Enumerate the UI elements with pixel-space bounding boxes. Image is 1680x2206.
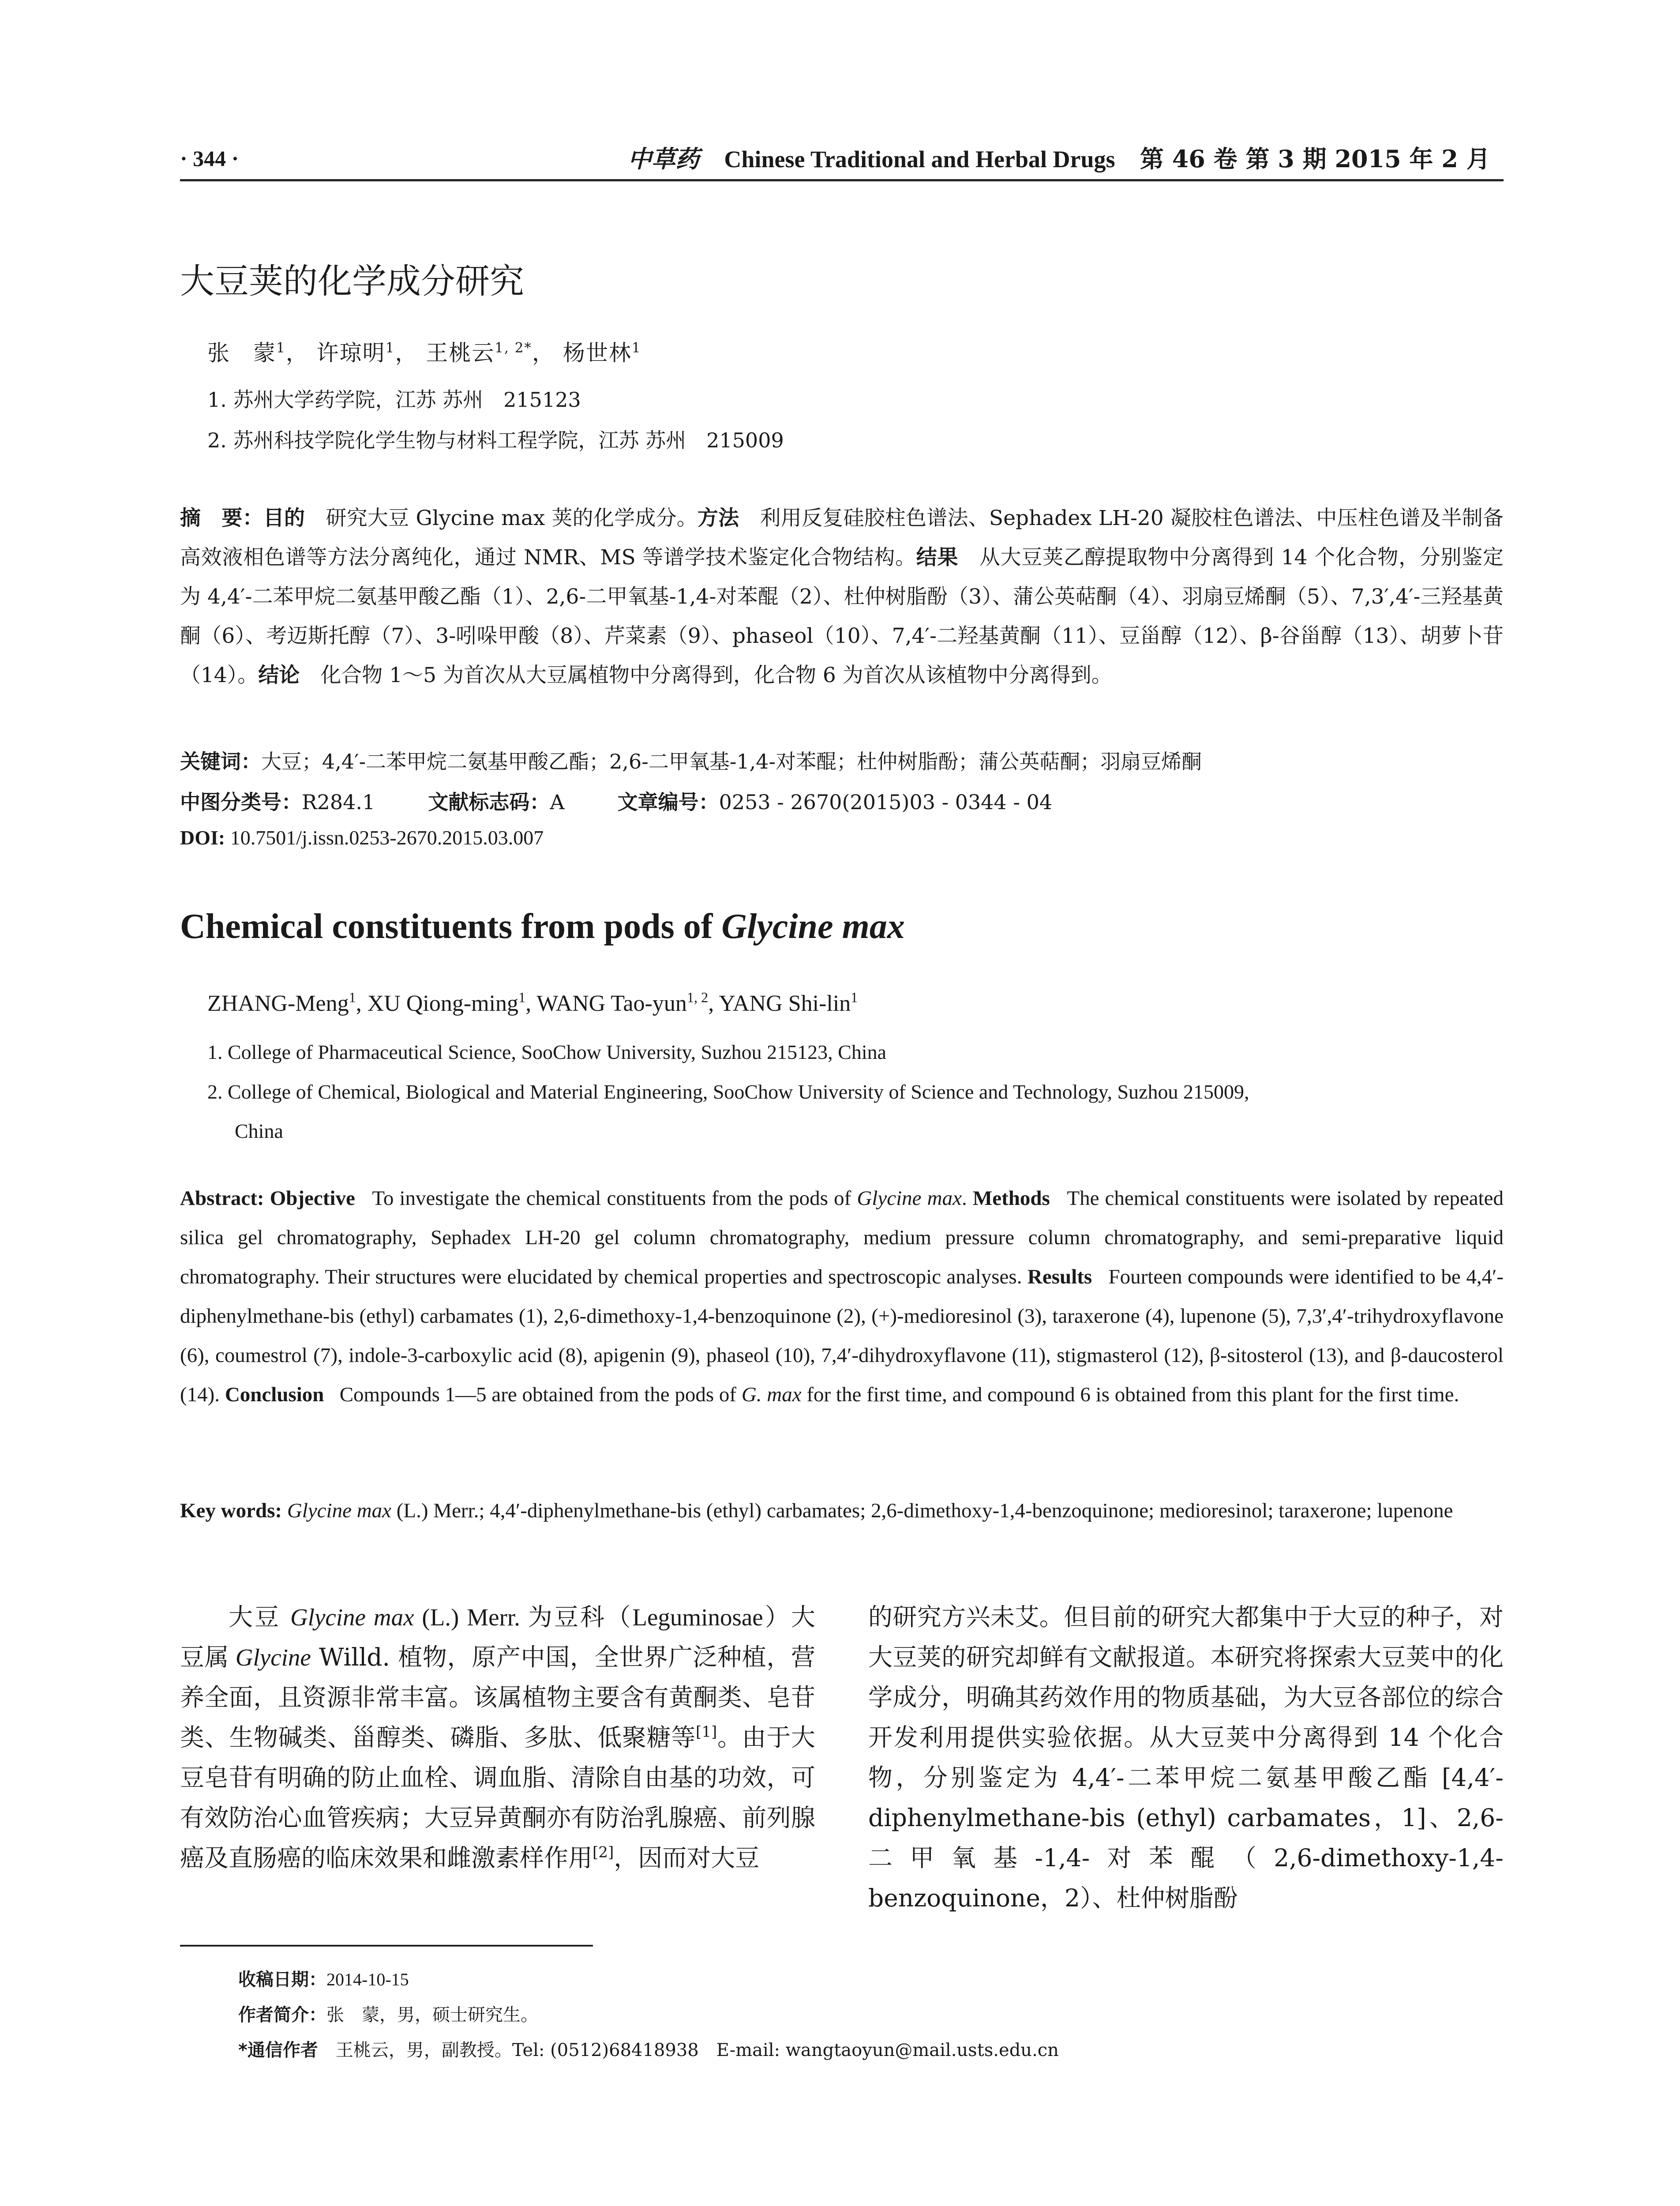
affiliation-en-line: China [235, 1120, 283, 1142]
doc-code-value: A [550, 790, 565, 814]
affiliation-cn: 1. 苏州大学药学院，江苏 苏州 215123 [207, 388, 581, 412]
abstract-en [180, 1179, 1504, 1414]
abstract-label: 摘 要： [180, 506, 263, 530]
clc-label: 中图分类号： [180, 790, 302, 814]
footnote-text: 张 蒙，男，硕士研究生。 [326, 2005, 538, 2025]
abstract-cn [180, 499, 1504, 737]
page-number: · 344 · [180, 146, 239, 171]
keywords-cn [180, 746, 1202, 775]
keywords-text: (L.) Merr.; 4,4′-diphenylmethane-bis (ethyl) carbamates; 2,6-dimethoxy-1,4-benzoquinone; medioresinol; taraxerone; lupenone [391, 1499, 1453, 1522]
author-affiliation-mark: 1 [631, 340, 641, 356]
body-text: ，因而对大豆 [614, 1844, 760, 1872]
conclusion-text-end: for the first time, and compound 6 is obtained from this plant for the first time. [801, 1383, 1459, 1406]
clc-value: R284.1 [302, 790, 375, 814]
author-affiliation-mark: 1 [851, 989, 858, 1005]
body-paragraph [180, 1597, 815, 1878]
methods-label: 方法 [697, 506, 739, 530]
author-affiliation-mark: 1, 2 [686, 989, 709, 1005]
conclusion-label: Conclusion [225, 1383, 324, 1406]
author-affiliation-mark: 1 [349, 989, 356, 1005]
header-rule [180, 179, 1504, 181]
methods-label: Methods [972, 1187, 1050, 1210]
running-header [180, 140, 1504, 183]
results-text: Fourteen compounds were identified to be 4,4′-diphenylmethane-bis (ethyl) carbamates (1), 2,6-dimethoxy-1,4-benzoquinone (2), (+)-medioresinol (3), taraxerone (4), lupenone (5), 7,3′,4′-trihydroxyflavone (6), coumestrol (7), indole-3-carboxylic acid (8), apigenin (9), phaseol (10), 7,4′-dihydroxyflavone (11), stigmasterol (12), β-sitosterol (13), and β-daucosterol (14). [180, 1265, 1504, 1406]
english-title-species: Glycine max [721, 907, 905, 946]
species-name: Glycine max [287, 1499, 392, 1522]
footnote-author [238, 2001, 538, 2026]
conclusion-text: Compounds 1—5 are obtained from the pods of [339, 1383, 742, 1406]
results-label: Results [1027, 1265, 1092, 1288]
results-text: 从大豆荚乙醇提取物中分离得到 14 个化合物，分别鉴定为 4,4′-二苯甲烷二氨基甲酸乙酯（1）、2,6-二甲氧基-1,4-对苯醌（2）、杜仲树脂酚（3）、蒲公英萜酮（4）、羽扇豆烯酮（5）、7,3′,4′-三羟基黄酮（6）、考迈斯托醇（7）、3-吲哚甲酸（8）、芹菜素（9）、phaseol（10）、7,4′-二羟基黄酮（11）、豆甾醇（12）、β-谷甾醇（13）、胡萝卜苷（14）。 [180, 545, 1504, 687]
journal-issue: 第 46 卷 第 3 期 2015 年 2 月 [1140, 145, 1490, 173]
affiliation-en: 1. College of Pharmaceutical Science, SooChow University, Suzhou 215123, China [207, 1041, 887, 1063]
genus-name: Glycine [235, 1644, 311, 1671]
classification-line [180, 786, 1052, 815]
conclusion-label: 结论 [258, 663, 300, 687]
footnote-corresponding [238, 2036, 1059, 2061]
author-name: WANG Tao-yun [536, 991, 687, 1016]
english-title-main: Chemical constituents from pods of [180, 907, 722, 946]
conclusion-text: 化合物 1～5 为首次从大豆属植物中分离得到，化合物 6 为首次从该植物中分离得到。 [320, 663, 1112, 687]
author-name: 杨世林 [562, 340, 632, 366]
footnote-rule [180, 1945, 593, 1947]
species-name: Glycine max [857, 1187, 962, 1210]
footnote-label: 收稿日期： [238, 1970, 326, 1990]
abstract-label: Abstract: [180, 1187, 264, 1210]
doi-line [180, 826, 544, 849]
doi-value: 10.7501/j.issn.0253-2670.2015.03.007 [230, 826, 544, 849]
author-affiliation-mark: 1 [385, 340, 395, 356]
page-title: 大豆荚的化学成分研究 [180, 262, 525, 301]
affiliation-en [207, 1072, 1504, 1151]
body-text: (L.) Merr. 为豆科（Leguminosae）大豆属 [180, 1604, 816, 1671]
doc-code-label: 文献标志码： [428, 790, 550, 814]
author-list-en: ZHANG-Meng$^1$, XU Qiong-ming$^1$, WANG Tao-yun$^{1, 2}$, YANG Shi-lin$^1$ [207, 989, 858, 1016]
body-text: Willd. 植物，原产中国，全世界广泛种植，营养全面，且资源非常丰富。该属植物主要含有黄酮类、皂苷类、生物碱类、甾醇类、磷脂、多肽、低聚糖等 [180, 1643, 815, 1752]
footnote-received [238, 1966, 409, 1991]
affiliation-cn: 2. 苏州科技学院化学生物与材料工程学院，江苏 苏州 215009 [207, 428, 784, 452]
author-name: ZHANG-Meng [207, 991, 349, 1016]
article-no-label: 文章编号： [617, 790, 719, 814]
methods-text: 利用反复硅胶柱色谱法、Sephadex LH-20 凝胶柱色谱法、中压柱色谱及半制备高效液相色谱等方法分离纯化，通过 NMR、MS 等谱学技术鉴定化合物结构。 [180, 506, 1504, 570]
author-affiliation-mark: 1 [518, 989, 526, 1005]
author-affiliation-mark: 1 [276, 340, 286, 356]
results-label: 结果 [916, 545, 959, 570]
body-column-right [868, 1597, 1504, 1918]
author-name: 许琼明 [316, 340, 386, 366]
keywords-en [180, 1491, 1504, 1531]
author-affiliation-mark: 1, 2* [495, 340, 532, 356]
body-paragraph: 的研究方兴未艾。但目前的研究大都集中于大豆的种子，对大豆荚的研究却鲜有文献报道。本研究将探索大豆荚中的化学成分，明确其药效作用的物质基础，为大豆各部位的综合开发利用提供实验依据。从大豆荚中分离得到 14 个化合物，分别鉴定为 4,4′-二苯甲烷二氨基甲酸乙酯 [4,4′-diphenylmethane-bis (ethyl) carbamates，1]、2,6-二甲氧基-1,4-对苯醌（2,6-dimethoxy-1,4-benzoquinone，2）、杜仲树脂酚 [868, 1603, 1504, 1912]
footnote-label: *通信作者 [238, 2040, 318, 2060]
objective-text: To investigate the chemical constituents from the pods of [372, 1187, 857, 1210]
objective-label: 目的 [263, 506, 305, 530]
footnote-text: 王桃云，男，副教授。Tel: (0512)68418938 E-mail: wangtaoyun@mail.usts.edu.cn [318, 2040, 1059, 2060]
journal-line [628, 140, 1490, 174]
methods-text: The chemical constituents were isolated by repeated silica gel chromatography, Sephadex LH-20 gel column chromatography, medium pressure column chromatography, and semi-preparative liquid chromatography. Their structures were elucidated by chemical properties and spectroscopic analyses. [180, 1187, 1504, 1288]
author-name: 王桃云 [426, 340, 495, 366]
objective-end: . [961, 1187, 967, 1210]
footnote-label: 作者简介： [238, 2005, 326, 2025]
author-name: YANG Shi-lin [719, 991, 851, 1016]
body-text: 大豆 [229, 1603, 290, 1631]
affiliation-en-line: 2. College of Chemical, Biological and Material Engineering, SooChow University of Science and Technology, Suzhou 215009, [207, 1080, 1249, 1103]
species-name: Glycine max [290, 1604, 414, 1631]
article-no-value: 0253 - 2670(2015)03 - 0344 - 04 [719, 790, 1053, 814]
citation-ref: [2] [592, 1843, 614, 1861]
keywords-text: 大豆；4,4′-二苯甲烷二氨基甲酸乙酯；2,6-二甲氧基-1,4-对苯醌；杜仲树脂酚；蒲公英萜酮；羽扇豆烯酮 [261, 750, 1202, 773]
author-list-cn: 张 蒙$^1$， 许琼明$^1$， 王桃云$^{1, 2*}$， 杨世林$^1$ [207, 340, 641, 366]
journal-name-cn: 中草药 [628, 145, 699, 173]
keywords-label: Key words: [180, 1499, 282, 1522]
author-name: 张 蒙 [207, 340, 276, 366]
journal-name-en: Chinese Traditional and Herbal Drugs [724, 146, 1115, 173]
author-name: XU Qiong-ming [367, 991, 519, 1016]
objective-label: Objective [270, 1187, 355, 1210]
footnote-text: 2014-10-15 [326, 1970, 409, 1989]
doi-label: DOI: [180, 826, 225, 849]
species-abbrev: G. max [741, 1383, 802, 1406]
body-column-left [180, 1597, 815, 1878]
objective-text: 研究大豆 Glycine max 荚的化学成分。 [326, 506, 698, 530]
body-text: 。由于大豆皂苷有明确的防止血栓、调血脂、清除自由基的功效，可有效防治心血管疾病；大豆异黄酮亦有防治乳腺癌、前列腺癌及直肠癌的临床效果和雌激素样作用 [180, 1723, 815, 1872]
english-title [180, 907, 905, 947]
citation-ref: [1] [696, 1723, 717, 1741]
keywords-label: 关键词： [180, 750, 261, 773]
